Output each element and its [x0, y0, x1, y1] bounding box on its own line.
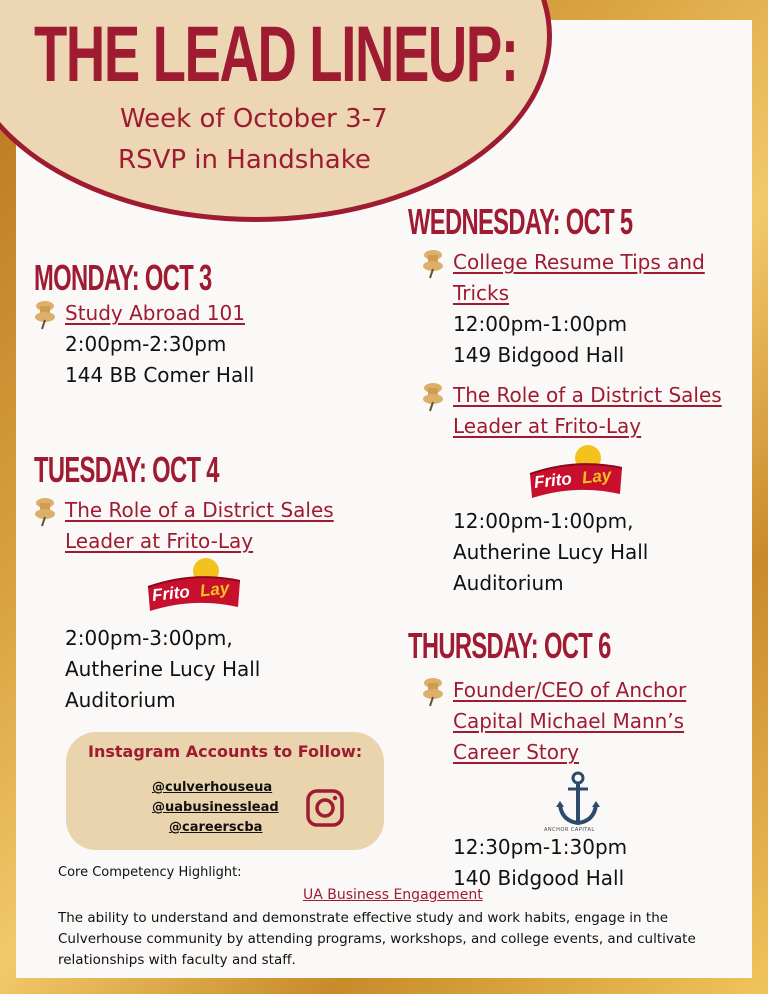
fritolay-logo-text: Frito — [533, 469, 573, 492]
event-title-link[interactable]: Leader at Frito-Lay — [453, 414, 642, 438]
thursday-heading: THURSDAY: OCT 6 — [408, 625, 611, 666]
pushpin-icon — [34, 300, 56, 330]
event-location: Auditorium — [453, 571, 564, 595]
fritolay-logo-text: Lay — [581, 465, 613, 488]
event-title-link[interactable]: Founder/CEO of Anchor — [453, 678, 687, 702]
pushpin-icon — [422, 249, 444, 279]
instagram-handle[interactable]: @culverhouseua — [152, 780, 273, 795]
event-location: Autherine Lucy Hall — [65, 657, 261, 681]
instagram-icon[interactable] — [306, 789, 344, 827]
anchor-logo — [544, 771, 608, 837]
event-title-link[interactable]: Career Story — [453, 740, 580, 764]
event-title-link[interactable]: Leader at Frito-Lay — [65, 529, 254, 553]
event-location: Auditorium — [65, 688, 176, 712]
competency-description: The ability to understand and demonstrate effective study and work habits, engage in the Culverhouse community by attending programs, workshops, and college events, and cultivate relationships with faculty and staff. — [58, 910, 696, 968]
instagram-handle[interactable]: @careerscba — [169, 820, 263, 835]
event-title-link[interactable]: The Role of a District Sales — [453, 383, 722, 407]
event-title-link[interactable]: Study Abroad 101 — [65, 301, 245, 325]
event-location: 144 BB Comer Hall — [65, 363, 255, 387]
pushpin-icon — [422, 677, 444, 707]
instagram-heading: Instagram Accounts to Follow: — [88, 742, 363, 761]
event-title-link[interactable]: The Role of a District Sales — [65, 498, 334, 522]
anchor-logo-caption: ANCHOR CAPITAL — [544, 827, 595, 833]
event-time: 12:30pm-1:30pm — [453, 835, 628, 859]
wednesday-heading: WEDNESDAY: OCT 5 — [408, 201, 633, 242]
rsvp-subtitle: RSVP in Handshake — [118, 145, 371, 175]
fritolay-logo-text: Lay — [199, 578, 231, 601]
event-title-link[interactable]: College Resume Tips and — [453, 250, 705, 274]
week-subtitle: Week of October 3-7 — [120, 104, 388, 134]
event-title-link[interactable]: Capital Michael Mann’s — [453, 709, 685, 733]
event-time: 2:00pm-3:00pm, — [65, 626, 233, 650]
tuesday-heading: TUESDAY: OCT 4 — [34, 449, 219, 490]
fritolay-logo — [144, 557, 244, 613]
competency-label: Core Competency Highlight: — [58, 865, 242, 880]
event-time: 12:00pm-1:00pm — [453, 312, 628, 336]
event-time: 2:00pm-2:30pm — [65, 332, 227, 356]
competency-name-link[interactable]: UA Business Engagement — [303, 887, 483, 903]
event-title-link[interactable]: Tricks — [453, 281, 510, 305]
page-title: THE LEAD LINEUP: — [34, 9, 518, 98]
fritolay-logo — [526, 444, 626, 500]
event-location: 149 Bidgood Hall — [453, 343, 625, 367]
event-location: 140 Bidgood Hall — [453, 866, 625, 890]
pushpin-icon — [422, 382, 444, 412]
monday-heading: MONDAY: OCT 3 — [34, 257, 212, 298]
event-location: Autherine Lucy Hall — [453, 540, 649, 564]
event-time: 12:00pm-1:00pm, — [453, 509, 634, 533]
instagram-box — [66, 732, 384, 850]
instagram-handle[interactable]: @uabusinesslead — [152, 800, 279, 815]
fritolay-logo-text: Frito — [151, 582, 191, 605]
pushpin-icon — [34, 497, 56, 527]
